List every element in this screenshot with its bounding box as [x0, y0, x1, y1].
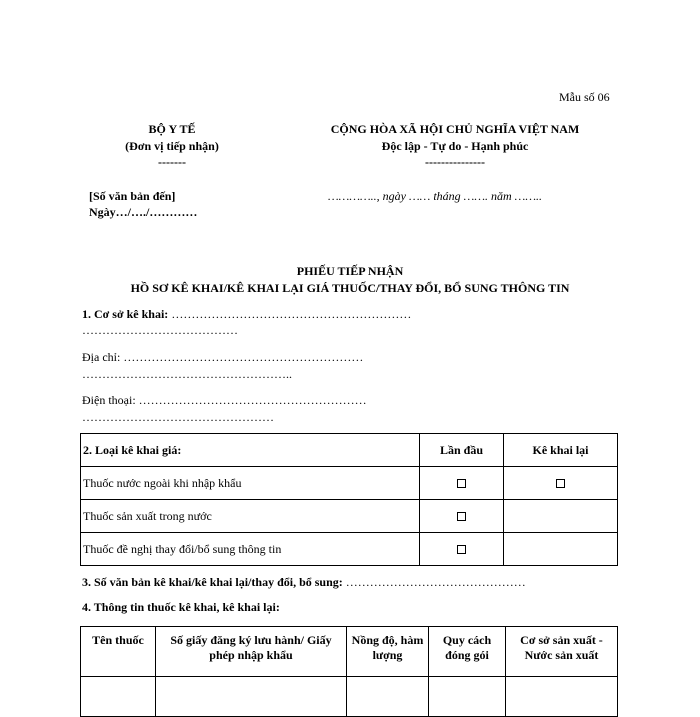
- first-time-checkbox[interactable]: [457, 512, 466, 521]
- declarant-dots: ……………………………………………………: [168, 307, 412, 321]
- first-time-cell: [420, 500, 504, 533]
- table-row: [81, 533, 618, 566]
- row-label: Thuốc đề nghị thay đổi/bổ sung thông tin: [81, 533, 420, 566]
- registration-cell[interactable]: [156, 677, 347, 717]
- re-declare-cell: [504, 500, 618, 533]
- packaging-header: Quy cách đóng gói: [429, 627, 506, 677]
- incoming-doc-number: [Số văn bản đến]: [89, 189, 176, 203]
- address-dots: ……………………………………………………: [120, 350, 364, 364]
- drug-info-label: 4. Thông tin thuốc kê khai, kê khai lại:: [82, 600, 280, 614]
- registration-header: Số giấy đăng ký lưu hành/ Giấy phép nhập khẩu: [156, 627, 347, 677]
- declarant-label: 1. Cơ sở kê khai:: [82, 307, 169, 321]
- declarant-line: [82, 307, 411, 322]
- form-title: PHIẾU TIẾP NHẬN: [296, 264, 404, 278]
- republic-name: CỘNG HÒA XÃ HỘI CHỦ NGHĨA VIỆT NAM: [330, 122, 580, 136]
- table-header-row: [81, 434, 618, 467]
- address-line: [82, 350, 363, 365]
- receiving-unit: (Đơn vị tiếp nhận): [125, 139, 219, 153]
- re-declare-cell: [504, 533, 618, 566]
- table-row: [81, 500, 618, 533]
- drug-name-header: Tên thuốc: [81, 627, 156, 677]
- table-row: [81, 467, 618, 500]
- first-time-header: Lần đầu: [420, 434, 504, 467]
- form-number: Mẫu số 06: [559, 90, 610, 104]
- unit-separator: -------: [158, 155, 186, 169]
- drug-name-cell[interactable]: [81, 677, 156, 717]
- phone-line: [82, 393, 367, 408]
- received-date: Ngày…/…./…………: [89, 205, 198, 219]
- place-date-line: ………….., ngày …… tháng ……. năm ……..: [328, 189, 543, 203]
- form-subtitle: HỒ SƠ KÊ KHAI/KÊ KHAI LẠI GIÁ THUỐC/THAY ĐỔI, BỔ SUNG THÔNG TIN: [130, 281, 570, 295]
- manufacturer-header: Cơ sở sản xuất - Nước sản xuất: [506, 627, 618, 677]
- phone-dots-2: …………………………………………: [82, 410, 274, 424]
- doc-number-label: 3. Số văn bản kê khai/kê khai lại/thay đổi, bổ sung:: [82, 575, 343, 589]
- packaging-cell[interactable]: [429, 677, 506, 717]
- phone-dots: …………………………………………………: [135, 393, 367, 407]
- motto: Độc lập - Tự do - Hạnh phúc: [381, 139, 529, 153]
- doc-number-dots: ………………………………………: [342, 575, 526, 589]
- re-declare-checkbox[interactable]: [556, 479, 565, 488]
- re-declare-cell: [504, 467, 618, 500]
- concentration-cell[interactable]: [347, 677, 429, 717]
- motto-separator: ---------------: [425, 155, 485, 169]
- manufacturer-cell[interactable]: [506, 677, 618, 717]
- doc-number-line: [82, 575, 526, 590]
- declarant-dots-2: …………………………………: [82, 323, 238, 337]
- first-time-checkbox[interactable]: [457, 545, 466, 554]
- first-time-cell: [420, 533, 504, 566]
- phone-label: Điện thoại:: [82, 393, 136, 407]
- first-time-checkbox[interactable]: [457, 479, 466, 488]
- declaration-type-header: 2. Loại kê khai giá:: [81, 434, 420, 467]
- row-label: Thuốc nước ngoài khi nhập khẩu: [81, 467, 420, 500]
- table-header-row: [81, 627, 618, 677]
- address-label: Địa chỉ:: [82, 350, 121, 364]
- first-time-cell: [420, 467, 504, 500]
- table-row: [81, 677, 618, 717]
- concentration-header: Nồng độ, hàm lượng: [347, 627, 429, 677]
- address-dots-2: ……………………………………………..: [82, 367, 292, 381]
- re-declare-header: Kê khai lại: [504, 434, 618, 467]
- declaration-type-table: [80, 433, 618, 566]
- ministry-name: BỘ Y TẾ: [148, 122, 196, 136]
- row-label: Thuốc sản xuất trong nước: [81, 500, 420, 533]
- drug-info-table: [80, 626, 618, 717]
